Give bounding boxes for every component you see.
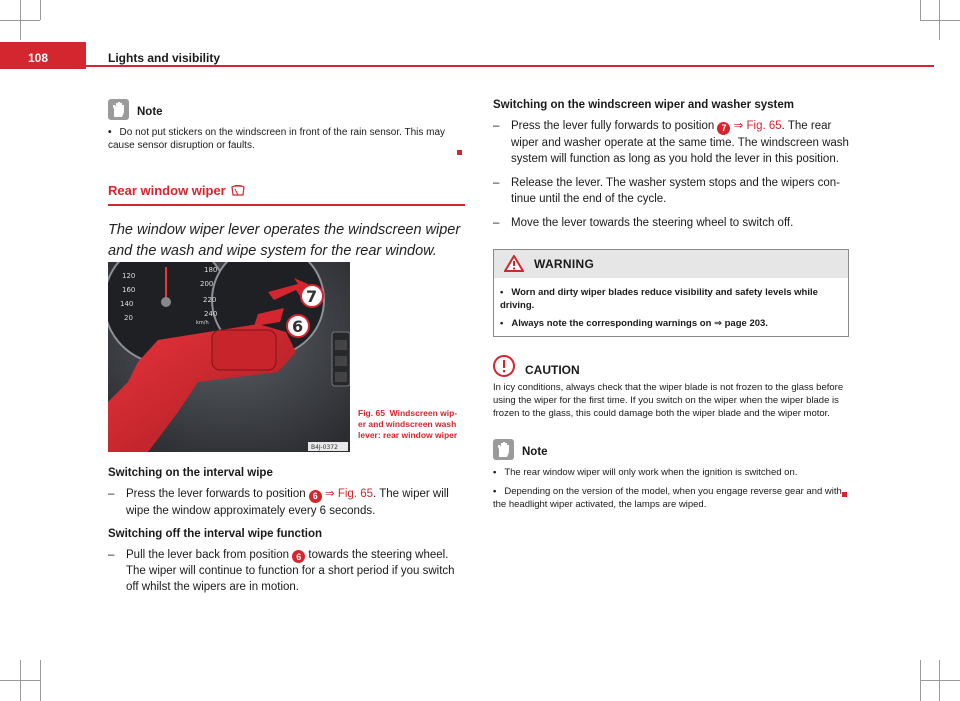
note-header [108,96,465,120]
warning-title: WARNING [534,256,595,271]
warning-triangle-icon [504,255,524,272]
warning-header [494,250,848,278]
gauge-tick: 20 [124,314,133,322]
crop-mark [20,0,21,40]
gauge-tick: 140 [120,300,134,308]
note-item: • The rear window wiper will only work when the ignition is switched on. [493,466,798,478]
gauge-tick: 220 [203,296,217,304]
caution-header [493,355,849,377]
sub-heading-rule [108,204,465,206]
lead-paragraph: The window wiper lever operates the windscreen wiper and the wash and wipe system for the rear window. [108,221,461,259]
position-badge: 7 [717,122,730,135]
page-xref-link[interactable]: ⇒ page 203. [714,317,768,329]
gauge-tick: 200 [200,280,214,288]
caution-title: CAUTION [525,362,580,377]
end-marker [842,492,847,497]
crop-mark [920,660,921,701]
callout-7: 7 [306,287,318,306]
header-rule [86,65,934,67]
right-column [493,98,849,511]
position-badge: 6 [292,550,305,563]
crop-mark [920,0,921,20]
crop-mark [40,660,41,701]
interval-off-step: – Pull the lever back from position 6 towards the steering wheel. The wiper will continue to function for a short period if you switch off whilst the wipers are in motion. [108,548,455,593]
interval-on-step: – Press the lever forwards to position 6 ⇒ Fig. 65. The wiper will wipe the window approximately every 6 seconds. [108,488,449,517]
crop-mark [920,680,960,681]
gauge-unit: km/h [196,320,209,326]
note-title: Note [522,445,548,458]
page-number: 108 [28,51,49,65]
gauge-tick: 240 [204,310,218,318]
warning-item: • Worn and dirty wiper blades reduce visibility and safety levels while driving. [500,286,818,311]
note-hand-icon [493,439,514,460]
washer-heading: Switching on the windscreen wiper and washer system [493,99,794,111]
gauge-tick: 180 [204,266,218,274]
rear-wiper-heading: Rear window wiper [108,184,465,198]
interval-on-heading: Switching on the interval wipe [108,467,273,479]
crop-mark [40,0,41,20]
figure-code: B4J-0372 [311,444,338,451]
caution-exclamation-icon [493,355,515,377]
caution-body: In icy conditions, always check that the wiper blade is not frozen to the glass before using the wiper for the first time. If you switch on the wiper when the wiper blade is frozen to the glass, this could damage both the wiper blade and the wiper motor. [493,381,844,419]
washer-step-2: – Release the lever. The washer system stops and the wipers con-tinue until the end of the cycle. [493,176,840,205]
interval-off-heading: Switching off the interval wipe function [108,527,323,540]
end-marker [457,150,462,155]
crop-mark [20,660,21,701]
callout-6: 6 [292,317,304,336]
note-title: Note [137,106,163,118]
note-header [493,436,849,460]
fig-xref-link[interactable]: ⇒ Fig. 65 [733,120,782,132]
washer-step-1: – Press the lever fully forwards to position 7 ⇒ Fig. 65. The rear wiper and washer operate at the same time. The windscreen wash system will function as long as you hold the lever in this position. [493,120,849,165]
figure-caption: Fig. 65 Windscreen wip-er and windscreen wash lever: rear window wiper [358,408,458,440]
gauge-tick: 120 [122,272,136,280]
left-column [108,96,465,262]
figure-wiper-lever [108,262,350,452]
interval-on-section [108,466,468,595]
note-hand-icon [108,99,129,120]
warning-item: • Always note the corresponding warnings on ⇒ page 203. [500,317,768,329]
crop-mark [920,20,960,21]
position-badge: 6 [309,490,322,503]
warning-body [494,278,848,336]
crop-mark [939,660,940,701]
fig-xref-link[interactable]: ⇒ Fig. 65 [325,488,374,500]
gauge-tick: 160 [122,286,136,294]
washer-step-3: – Move the lever towards the steering wheel to switch off. [493,216,794,229]
section-title: Lights and visibility [108,51,221,65]
note-item: • Do not put stickers on the windscreen in front of the rain sensor. This may cause sensor disruption or faults. [108,127,446,151]
note-item: • Depending on the version of the model, when you engage reverse gear and with the headlight wiper activated, the lamps are wiped. [493,485,842,510]
warning-box [493,249,849,337]
rear-wiper-icon [231,185,245,197]
crop-mark [939,0,940,40]
